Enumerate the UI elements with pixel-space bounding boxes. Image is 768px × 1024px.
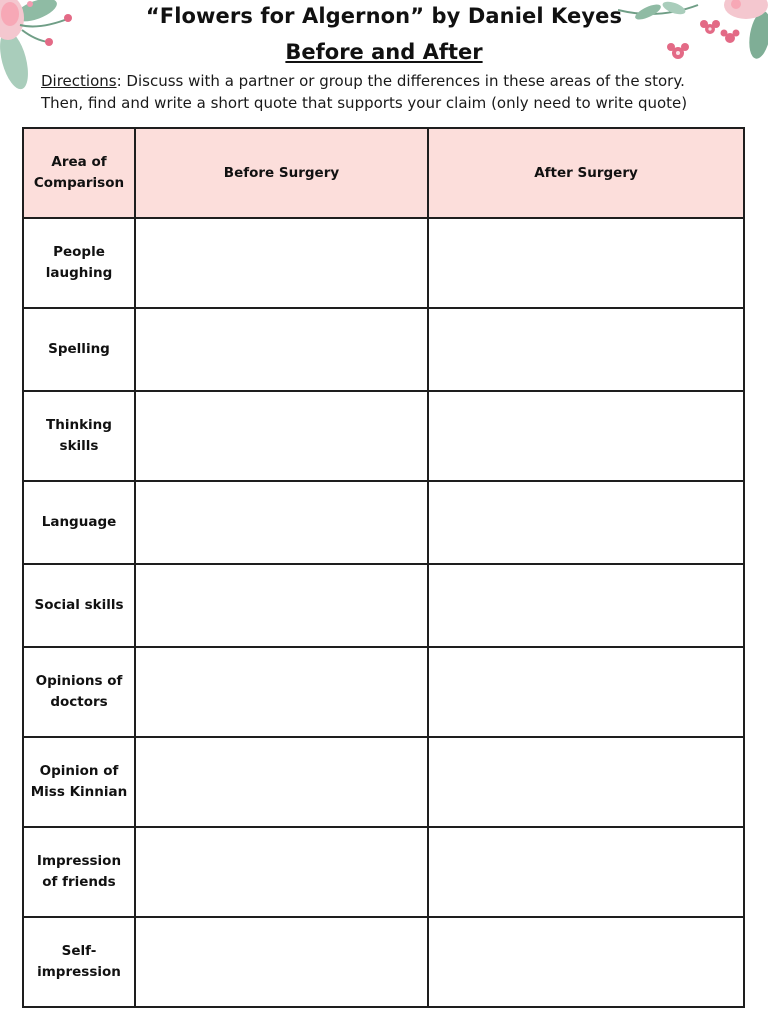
after-answer-cell[interactable] <box>428 827 744 917</box>
before-answer-cell[interactable] <box>135 917 428 1007</box>
after-answer-cell[interactable] <box>428 391 744 481</box>
row-label <box>23 564 135 647</box>
row-label <box>23 218 135 308</box>
header-area-of-comparison <box>23 128 135 218</box>
row-label-line-1: Opinions of <box>35 673 123 689</box>
directions-text-2: Then, find and write a short quote that supports your claim (only need to write quote) <box>41 94 688 112</box>
row-label-line-1: Thinking <box>46 417 112 433</box>
before-answer-cell[interactable] <box>135 827 428 917</box>
after-answer-cell[interactable] <box>428 218 744 308</box>
before-answer-cell[interactable] <box>135 647 428 737</box>
row-label-line-1: Spelling <box>48 341 110 357</box>
table-row <box>23 737 744 827</box>
row-label <box>23 308 135 391</box>
row-label-line-2: laughing <box>45 265 113 281</box>
row-label <box>23 737 135 827</box>
row-label-line-1: Social skills <box>34 597 124 613</box>
header-after-surgery: After Surgery <box>428 128 744 218</box>
after-answer-cell[interactable] <box>428 564 744 647</box>
directions-text-1: : Discuss with a partner or group the differences in these areas of the story. <box>116 72 685 90</box>
row-label <box>23 917 135 1007</box>
header-area-line-1: Area of <box>51 154 107 170</box>
row-label <box>23 827 135 917</box>
before-answer-cell[interactable] <box>135 737 428 827</box>
row-label-line-2: impression <box>37 964 121 980</box>
directions <box>41 70 741 114</box>
before-answer-cell[interactable] <box>135 218 428 308</box>
before-answer-cell[interactable] <box>135 481 428 564</box>
directions-label: Directions <box>41 72 117 90</box>
before-answer-cell[interactable] <box>135 308 428 391</box>
after-answer-cell[interactable] <box>428 308 744 391</box>
row-label-line-1: Self- <box>61 943 97 959</box>
row-label-line-1: Impression <box>36 853 122 869</box>
row-label <box>23 481 135 564</box>
table-row <box>23 308 744 391</box>
after-answer-cell[interactable] <box>428 647 744 737</box>
row-label-line-2: Miss Kinnian <box>30 784 128 800</box>
row-label-line-2: doctors <box>50 694 108 710</box>
after-answer-cell[interactable] <box>428 917 744 1007</box>
table-row <box>23 218 744 308</box>
table-row <box>23 391 744 481</box>
row-label-line-1: Opinion of <box>39 763 119 779</box>
table-row <box>23 647 744 737</box>
before-answer-cell[interactable] <box>135 391 428 481</box>
after-answer-cell[interactable] <box>428 481 744 564</box>
row-label-line-1: People <box>53 244 105 260</box>
before-answer-cell[interactable] <box>135 564 428 647</box>
row-label <box>23 391 135 481</box>
row-label-line-2: skills <box>59 438 99 454</box>
table-row <box>23 917 744 1007</box>
table-header-row <box>23 128 744 218</box>
worksheet-subtitle: Before and After <box>285 40 483 64</box>
table-row <box>23 564 744 647</box>
row-label <box>23 647 135 737</box>
after-answer-cell[interactable] <box>428 737 744 827</box>
header-area-line-2: Comparison <box>33 175 125 191</box>
table-row <box>23 827 744 917</box>
worksheet-title: “Flowers for Algernon” by Daniel Keyes <box>145 4 623 28</box>
row-label-line-2: of friends <box>42 874 116 890</box>
directions-line-1 <box>41 70 741 92</box>
header-before-surgery: Before Surgery <box>135 128 428 218</box>
row-label-line-1: Language <box>41 514 117 530</box>
table-row <box>23 481 744 564</box>
comparison-table <box>22 127 745 1008</box>
